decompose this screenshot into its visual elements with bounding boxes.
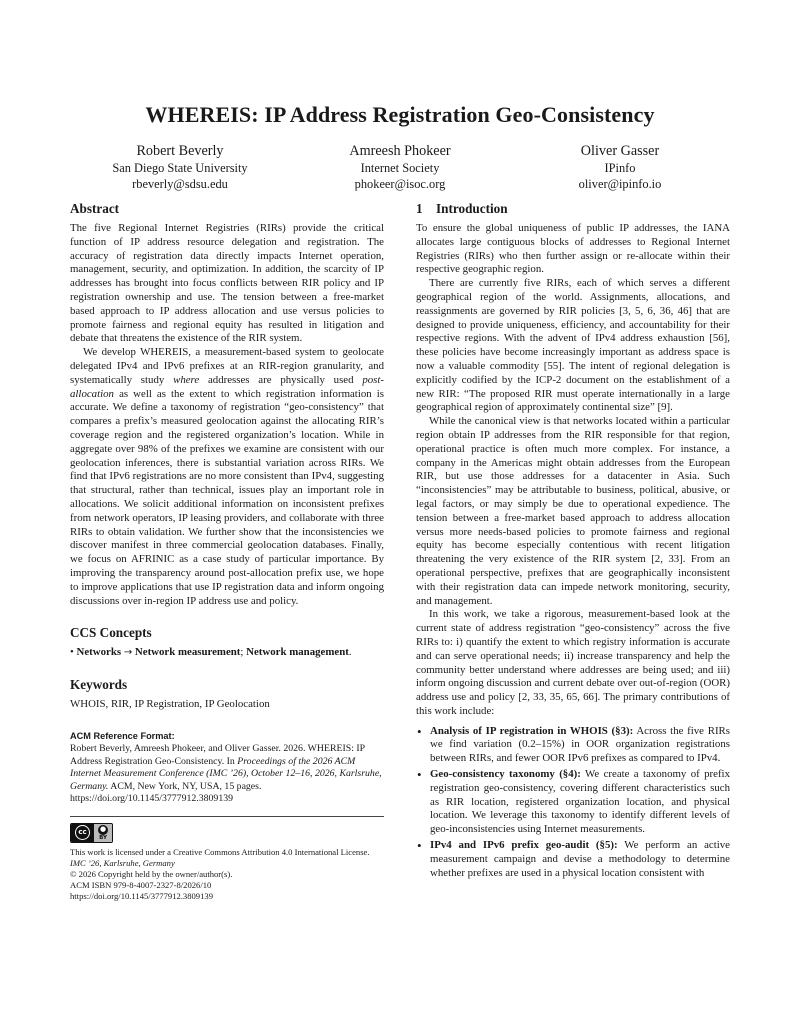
abstract-paragraph-1: The five Regional Internet Registries (RIRs) provide the critical function of IP address resource delegation and registration. The accuracy of registration data directly impacts Internet operation, management, security, and optimization. In addition, the scarcity of IP addresses has brought into focus conflicts between RIR policy and IP registration ownership and use. The tension between a free-market based approach to IP address allocation and use versus policies to promote fairness and regional equity has resulted in litigation and debate that threatens the existence of the RIR system. (70, 222, 384, 345)
license-line: This work is licensed under a Creative Commons Attribution 4.0 International License. (70, 846, 370, 857)
acm-ref-part: Robert Beverly, Amreesh Phokeer, and Oliver Gasser. 2026. WHEREIS: IP Address Registration Geo-Consistency. In (70, 742, 365, 767)
license-text (70, 847, 384, 902)
cc-by-license-icon[interactable] (70, 823, 113, 843)
author-2 (290, 142, 510, 192)
author-email: phokeer@isoc.org (354, 177, 446, 191)
isbn-line: ACM ISBN 979-8-4007-2327-8/2026/10 (70, 879, 212, 890)
conference-line: IMC ’26, Karlsruhe, Germany (70, 857, 175, 868)
list-item (416, 725, 730, 766)
intro-paragraph-2: There are currently five RIRs, each of which serves a different geographical region of the world. Assignments, allocations, and reassignments are governed by RIR policies [3, 5, 6, 36, 46] that are designed to provide uniqueness, efficiency, and accountability for their respective regions. With the advent of IPv4 address exhaustion [56], these policies have become increasingly important as address space is now a valuable commodity [55]. The intent of regional delegation is explicitly codified by the ICP-2 document on the establishment of a new RIR: “The proposed RIR must operate internationally in a large geographical region of approximately continental size” [9]. (416, 277, 730, 414)
acm-ref-heading: ACM Reference Format: (70, 730, 175, 741)
ccs-section (70, 624, 384, 660)
author-email: oliver@ipinfo.io (578, 177, 662, 191)
ccs-concepts (70, 646, 384, 660)
abstract-paragraph-2 (70, 346, 384, 608)
section-title: Introduction (436, 201, 508, 216)
abstract-emphasis: post-allocation (70, 373, 384, 400)
abstract-emphasis: where (173, 373, 200, 386)
attribution-icon: ● BY (94, 824, 112, 842)
author-block (70, 142, 730, 192)
author-affiliation: Internet Society (360, 161, 440, 175)
left-column (70, 200, 384, 902)
abstract-heading: Abstract (70, 201, 120, 216)
license-block (70, 823, 384, 902)
author-name: Oliver Gasser (580, 143, 660, 159)
list-item-title: Analysis of IP registration in WHOIS (§3): (430, 724, 634, 737)
intro-paragraph-4: In this work, we take a rigorous, measurement-based look at the current state of address registration “geo-consistency” across the five RIRs to: i) quantify the extent to which registry information is accurate and can serve operational needs; ii) increase transparency and help the community better understand where addresses are being used; and iii) inform ongoing discussion and current debate over out-of-region (OOR) address use and policy [2, 33, 35, 65, 66]. The primary contributions of this work include: (416, 608, 730, 717)
keywords-section (70, 676, 384, 712)
arrow-icon: → (123, 647, 133, 659)
list-item (416, 839, 730, 880)
list-item-text: We create a taxonomy of prefix registration geo-consistency, covering different characteristics such as RIR location, registered organization location, and physical location. We leverage this taxonomy to identify different levels of geo-inconsistencies using Internet measurements. (430, 768, 730, 836)
list-item-text: Across the five RIRs we find variation (0.2–15%) in OOR organization registrations between RIRs, and fewer OOR IPv6 prefixes as compared to IPv4. (430, 724, 731, 765)
divider (70, 816, 384, 817)
list-item-text: We perform an active measurement campaign and devise a methodology to determine whether prefixes are used in a physical location consistent with (430, 839, 730, 879)
separator: ; (240, 646, 247, 659)
period: . (348, 646, 352, 659)
doi-link[interactable]: https://doi.org/10.1145/3777912.3809139 (70, 890, 213, 901)
abstract-text: We develop WHEREIS, a measurement-based system to geolocate delegated IPv4 and IPv6 prefixes at an RIR-region granularity, and systematically study (70, 346, 384, 386)
intro-paragraph-3: While the canonical view is that networks located within a particular region obtain IP addresses from the RIR responsible for that region, operational practice is often much more complex. For instance, a company in the Americas might obtain addresses from the European RIR, but use those addresses for a datacenter in Asia. Such “inconsistencies” may be attributable to business, political, abusive, or legal factors, or may simply be due to operational expedience. The tension between a free-market based approach to address allocation versus more needs-based policies to promote fairness and regional equity has become especially contentious with recent litigation threatening the very existence of the RIR system [2, 33]. From an operational perspective, prefixes that are geographically inconsistent with their registration data can impede network monitoring, security, and management. (416, 415, 730, 607)
author-1 (70, 142, 290, 192)
acm-ref-part: ACM, New York, NY, USA, 15 pages. https://doi.org/10.1145/3777912.3809139 (70, 780, 262, 805)
right-column (416, 200, 730, 882)
author-affiliation: IPinfo (604, 161, 636, 175)
ccs-heading: CCS Concepts (70, 625, 152, 641)
ccs-concept: Network management (246, 646, 349, 659)
keywords-heading: Keywords (70, 677, 128, 693)
acm-ref-text (70, 743, 384, 806)
author-3 (510, 142, 730, 192)
cc-icon: cc (71, 824, 94, 842)
abstract-text: addresses are physically used (199, 373, 363, 386)
author-name: Amreesh Phokeer (349, 143, 451, 159)
contributions-list (416, 725, 730, 881)
list-item-title: IPv4 and IPv6 prefix geo-audit (§5): (430, 839, 618, 852)
paper-title: WHEREIS: IP Address Registration Geo-Consistency (145, 102, 655, 127)
keywords-text: WHOIS, RIR, IP Registration, IP Geolocation (70, 698, 270, 711)
intro-paragraph-1: To ensure the global uniqueness of public IP addresses, the IANA allocates large contiguous blocks of addresses to Regional Internet Registries (RIRs) who then further assign or re-allocate within their respective geographic region. (416, 222, 730, 276)
intro-heading (416, 200, 730, 217)
ccs-concept: Network measurement (134, 646, 241, 659)
bullet: • (70, 646, 74, 659)
acm-ref-venue: Proceedings of the 2026 ACM Internet Measurement Conference (IMC ’26), October 12–16, 2026, Karlsruhe, Germany. (70, 755, 382, 792)
list-item-title: Geo-consistency taxonomy (§4): (430, 768, 581, 781)
list-item (416, 768, 730, 837)
author-name: Robert Beverly (136, 143, 224, 159)
author-email: rbeverly@sdsu.edu (132, 177, 228, 191)
copyright-line: © 2026 Copyright held by the owner/author(s). (70, 868, 233, 879)
section-number: 1 (416, 201, 423, 216)
ccs-concept: Networks (76, 646, 122, 659)
author-affiliation: San Diego State University (112, 161, 248, 175)
abstract-text: as well as the extent to which registration information is accurate. We define a taxonomy of registration “geo-consistency” that compares a prefix’s measured geolocation against the allocating RIR’s coverage region and the registered organization’s location. While in aggregate over 98% of the prefixes we examine are consistent with our geolocation inferences, there is substantial variation across RIRs. We find that IPv6 registrations are no more consistent than IPv4, suggesting that structural, rather than technical, issues play an important role in allocations. We solicit additional information on inconsistent prefixes from network operators, IP leasing providers, and collaborate with three RIRs to obtain validation. We further show that the inconsistencies we discover manifest in three commercial geolocation databases. Finally, we focus on AFRINIC as a case study of particular importance. By improving the transparency around post-allocation prefix use, we hope to improve applications that use IP registration data and inform ongoing discussions over in-region IP address use and policy. (70, 387, 384, 607)
